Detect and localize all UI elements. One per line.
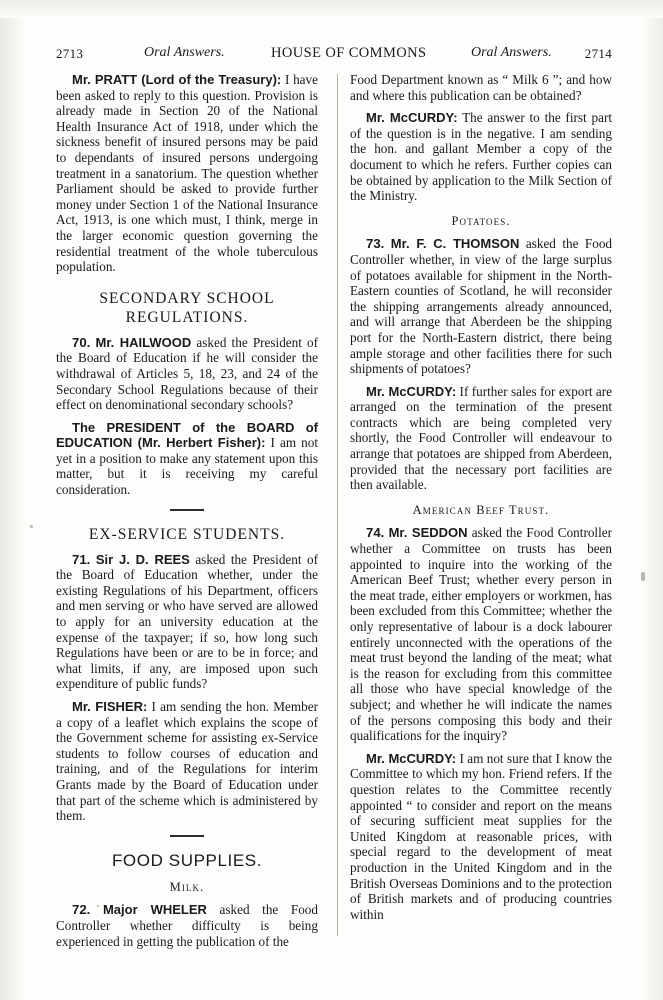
paragraph-question-73 (350, 236, 612, 376)
paragraph-answer-70 (56, 420, 318, 498)
paragraph-question-71 (56, 552, 318, 692)
speaker-name: Major WHELER (102, 902, 207, 918)
running-head-left: Oral Answers. (144, 45, 225, 60)
paragraph-answer-74 (350, 751, 612, 923)
paragraph-text: asked the President of the Board of Education whether, under the existing Regulations of his Department, officers and men serving or who have served are allowed to apply for an university education at the expense of the taxpayer; if so, how long such Regulations have been or are to be in force; and what limits, if any, are imposed upon such expenditure of public funds? (56, 551, 319, 692)
subsection-heading-potatoes: Potatoes. (451, 213, 511, 228)
speaker-name: Mr. F. C. THOMSON (390, 236, 520, 252)
paragraph-text: asked the Food Controller whether, in view of the large surplus of potatoes available for shipment in the North-Eastern counties of Scotland, he will reconsider the shipping arrangements already announced, and will arrange that Aberdeen be the shipping port for the North-Eastern district, there being ample storage and other facilities there for such shipments of potatoes? (350, 236, 613, 377)
section-divider (170, 509, 204, 511)
section-divider (170, 835, 204, 837)
speaker-name: Sir J. D. REES (95, 551, 190, 567)
running-head-center: HOUSE OF COMMONS (271, 45, 427, 61)
two-column-body (56, 72, 612, 952)
paragraph-text: I am not sure that I know the Committee to which my hon. Friend refers. If the question relates to the Committee recently appointed “ to consider and report on the means of securing sufficient meat supplies for the United Kingdom at reasonable prices, with special regard to the development of meat production in the United Kingdom and in the British Overseas Dominions and to the protection of British markets and of producing countries within (350, 750, 612, 922)
paragraph-text: asked the Food Controller whether a Committee on trusts has been appointed to inquire into the working of the American Beef Trust; whether every person in the meat trade, either employers or workmen, has been excluded from this Committee; whether the only representative of labour is a dock labourer entirely unconnected with the operations of the meat trust beyond the landing of the meat; what is the reason for excluding from this committee all those who have special knowledge of the subject; and whether he will indicate the names of the persons composing this body and their qualifications for the inquiry? (350, 525, 612, 744)
speaker-name: Mr. McCURDY: (366, 750, 457, 766)
speaker-name: Mr. HAILWOOD (95, 334, 192, 350)
subsection-heading-milk: Milk. (169, 879, 205, 894)
folio-number-right: 2714 (584, 46, 612, 61)
paragraph-answer-71 (56, 699, 318, 824)
speaker-name: Mr. PRATT (Lord of the Treasury): (72, 72, 282, 87)
speaker-name: The PRESIDENT of the BOARD of EDUCATION (Mr. Herbert Fisher): (56, 419, 318, 451)
question-number: 72. (72, 902, 91, 918)
column-left (56, 72, 318, 952)
question-number: 73. (366, 236, 385, 252)
paragraph-question-72 (56, 902, 318, 949)
column-right (350, 72, 612, 952)
paragraph-text: I am not yet in a position to make any statement upon this matter, but it is receiving my careful consideration. (56, 435, 319, 498)
paragraph-gap (350, 744, 612, 751)
paragraph-gap (350, 103, 612, 110)
paragraph-text: The answer to the first part of the question is in the negative. I am sending the hon. and gallant Member a copy of the document to which he refers. Further copies can be obtained by application to the Milk Section of the Ministry. (350, 110, 612, 204)
page-header (56, 44, 612, 64)
question-number: 70. (72, 334, 91, 350)
paragraph-answer-73 (350, 384, 612, 493)
column-divider-rule (337, 74, 338, 936)
page-edge-shadow-right (643, 0, 663, 1000)
speaker-name: Mr. McCURDY: (366, 110, 458, 126)
paragraph-text: I am sending the hon. Member a copy of a leaflet which explains the scope of the Government scheme for assisting ex-Service students to follow courses of education and training, and of the Regulations for interim Grants made by the Board of Education under that part of the scheme which is administered by them. (56, 699, 318, 824)
question-number: 74. (366, 525, 385, 541)
paragraph-gap (56, 692, 318, 699)
speaker-name: Mr. McCURDY: (366, 383, 457, 399)
scan-speck (30, 525, 33, 528)
paragraph-gap (350, 377, 612, 384)
paragraph-text: asked the President of the Board of Education if he will consider the withdrawal of Articles 5, 18, 23, and 24 of the Secondary School Regulations because of their effect on denominational secondary schools? (56, 334, 319, 413)
scan-speck (641, 572, 645, 581)
paragraph-text: If further sales for export are arranged on the termination of the present contracts which are being completed very shortly, the Food Controller will endeavour to arrange that potatoes are shipped from Aberdeen, provided that the necessary port facilities are then available. (350, 383, 613, 493)
page-edge-shadow-left (0, 0, 26, 1000)
section-heading-secondary-school-regulations: SECONDARY SCHOOL REGULATIONS. (99, 289, 275, 326)
paragraph-question-72-continued: Food Department known as “ Milk 6 ”; and how and where this publication can be obtained? (350, 72, 612, 103)
paragraph-text: I have been asked to reply to this question. Provision is already made in Section 20 of the National Health Insurance Act of 1918, under which the sickness benefit of insured persons may be paid to dependants of insured persons undergoing treatment in a sanatorium. The question whether Parliament should be asked to provide further money under Section 1 of the National Insurance Act, 1913, is one which must, I think, merge in the larger economic question governing the residential treatment of the whole tuberculous population. (56, 72, 318, 275)
paragraph-answer-72 (350, 110, 612, 204)
question-number: 71. (72, 551, 91, 567)
paragraph-pratt-reply (56, 72, 318, 275)
paragraph-question-74 (350, 525, 612, 743)
speaker-name: Mr. FISHER: (72, 699, 148, 714)
paragraph-text: asked the Food Controller whether difficulty is being experienced in getting the publication of the (56, 902, 318, 949)
paragraph-gap (56, 413, 318, 420)
page-edge-shadow-top (0, 0, 663, 18)
speaker-name: Mr. SEDDON (388, 525, 468, 541)
subsection-heading-american-beef-trust: American Beef Trust. (412, 502, 550, 517)
section-heading-food-supplies: FOOD SUPPLIES. (111, 850, 263, 870)
folio-number-left: 2713 (56, 46, 84, 61)
section-heading-ex-service-students: EX-SERVICE STUDENTS. (88, 525, 286, 543)
paragraph-question-70 (56, 335, 318, 413)
running-head-right: Oral Answers. (471, 45, 552, 60)
